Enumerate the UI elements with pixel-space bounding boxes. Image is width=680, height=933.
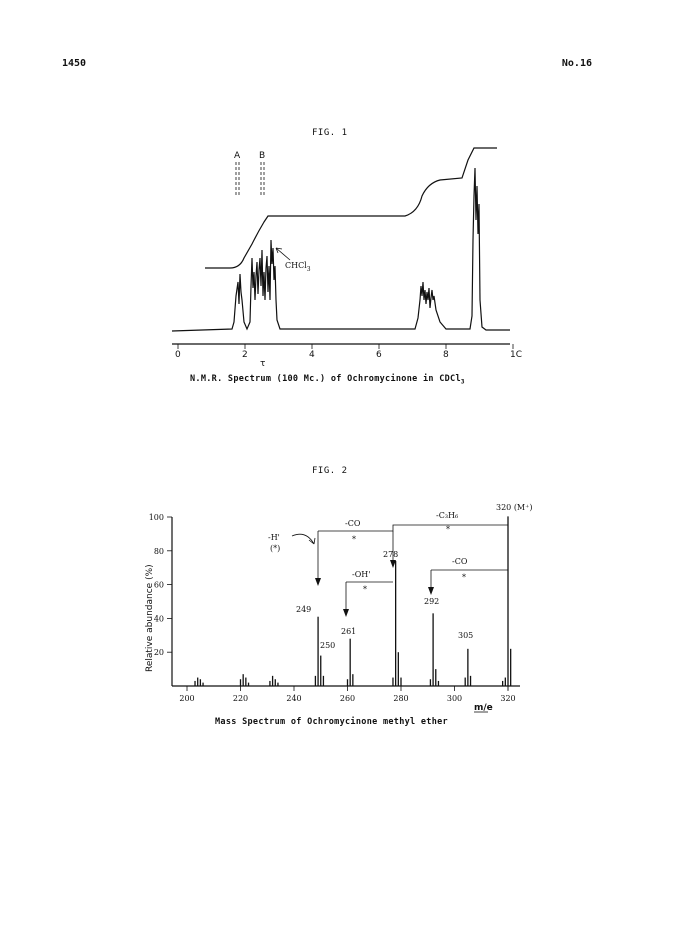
ms-transition-mark: *: [446, 525, 450, 534]
ms-transition-mark: *: [462, 573, 466, 582]
ms-y-tick-label: 60: [153, 580, 164, 590]
ms-y-tick-label: 80: [153, 546, 164, 556]
ms-transition-label: -CO: [452, 557, 468, 566]
ms-x-ticks: [187, 686, 508, 691]
nmr-x-tick-label: 6: [376, 350, 382, 360]
journal-number: No.16: [561, 58, 592, 69]
ms-y-tick-label: 20: [153, 648, 164, 658]
ms-transition-mark: *: [363, 585, 367, 594]
ms-x-axis-label: m/e: [474, 703, 493, 713]
figure1-label: FIG. 1: [312, 128, 348, 138]
nmr-solvent-label: CHCl$_3$: [285, 261, 311, 273]
nmr-x-tick-label: 2: [242, 350, 248, 360]
nmr-x-tick-label: 8: [443, 350, 449, 360]
ms-peak-label-261: 261: [341, 627, 357, 636]
ms-x-tick-label: 240: [286, 694, 302, 703]
ms-transition-label: -OH': [352, 570, 371, 579]
ms-peak-label-320: 320 (M⁺): [496, 503, 533, 512]
ms-y-axis-label: Relative abundance (%): [145, 564, 155, 672]
ms-peak-label-292: 292: [424, 597, 440, 606]
ms-peak-label-250: 250: [320, 641, 336, 650]
ms-x-tick-label: 200: [179, 694, 195, 703]
ms-transition-label: -C₃H₆: [436, 511, 459, 520]
ms-arrowheads: [315, 560, 434, 617]
nmr-x-tick-label: 1C: [510, 350, 523, 360]
ms-peak-label-278: 278: [383, 550, 399, 559]
ms-x-tick-label: 260: [339, 694, 356, 703]
ms-x-tick-label: 300: [446, 694, 463, 703]
ms-x-tick-label: 280: [393, 694, 409, 703]
nmr-peak-label-b: B: [259, 151, 266, 161]
figure2-label: FIG. 2: [312, 466, 348, 476]
ms-transition-label: -CO: [345, 519, 361, 528]
ms-transition-mark: (*): [270, 544, 281, 553]
ms-x-tick-label: 320: [500, 694, 516, 703]
nmr-axis-symbol: τ: [260, 359, 266, 369]
ms-peak-label-305: 305: [458, 631, 474, 640]
ms-y-ticks: [167, 517, 172, 652]
ms-fragmentation-lines: [318, 516, 508, 690]
nmr-x-tick-label: 0: [175, 350, 181, 360]
ms-y-tick-label: 100: [148, 513, 164, 522]
ms-y-tick-label: 40: [153, 614, 164, 624]
ms-h-loss-arrow: [292, 534, 315, 544]
figure1-caption: N.M.R. Spectrum (100 Mc.) of Ochromycinone in CDCl$_3$: [190, 374, 465, 386]
nmr-x-tick-label: 4: [309, 350, 315, 360]
nmr-peak-label-a: A: [234, 151, 241, 161]
ms-transition-mark: *: [352, 535, 356, 544]
ms-peak-label-249: 249: [296, 605, 312, 614]
figure2-caption: Mass Spectrum of Ochromycinone methyl ether: [215, 717, 448, 727]
ms-x-tick-label: 220: [232, 694, 249, 703]
page-number: 1450: [62, 58, 87, 69]
ms-transition-label: -H': [268, 533, 280, 542]
